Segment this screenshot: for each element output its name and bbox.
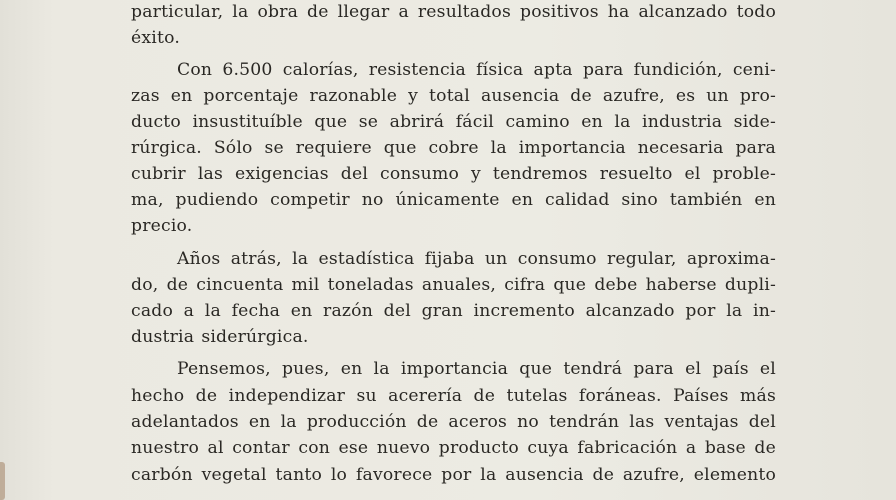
text-line: hecho de independizar su acerería de tutelas foráneas. Países más bbox=[131, 386, 776, 406]
text-line: particular, la obra de llegar a resultados positivos ha alcanzado todo bbox=[131, 2, 776, 22]
text-line: Años atrás, la estadística fijaba un consumo regular, aproxima- bbox=[177, 249, 776, 269]
text-line: carbón vegetal tanto lo favorece por la ausencia de azufre, elemento bbox=[131, 465, 776, 485]
text-line: precio. bbox=[131, 216, 193, 236]
text-line: rúrgica. Sólo se requiere que cobre la importancia necesaria para bbox=[131, 138, 776, 158]
text-line: éxito. bbox=[131, 28, 180, 48]
text-line: cubrir las exigencias del consumo y tendremos resuelto el proble- bbox=[131, 164, 776, 184]
text-line: Con 6.500 calorías, resistencia física apta para fundición, ceni- bbox=[177, 60, 776, 80]
text-line: cado a la fecha en razón del gran incremento alcanzado por la in- bbox=[131, 301, 776, 321]
text-line: do, de cincuenta mil toneladas anuales, cifra que debe haberse dupli- bbox=[131, 275, 776, 295]
text-line: zas en porcentaje razonable y total ausencia de azufre, es un pro- bbox=[131, 86, 776, 106]
page-edge-mark bbox=[0, 462, 5, 500]
text-line: Pensemos, pues, en la importancia que tendrá para el país el bbox=[177, 359, 776, 379]
text-line: ma, pudiendo competir no únicamente en calidad sino también en bbox=[131, 190, 776, 210]
text-line: ducto insustituíble que se abrirá fácil camino en la industria side- bbox=[131, 112, 776, 132]
text-line: adelantados en la producción de aceros no tendrán las ventajas del bbox=[131, 412, 776, 432]
text-line: nuestro al contar con ese nuevo producto cuya fabricación a base de bbox=[131, 438, 776, 458]
text-line: dustria siderúrgica. bbox=[131, 327, 309, 347]
